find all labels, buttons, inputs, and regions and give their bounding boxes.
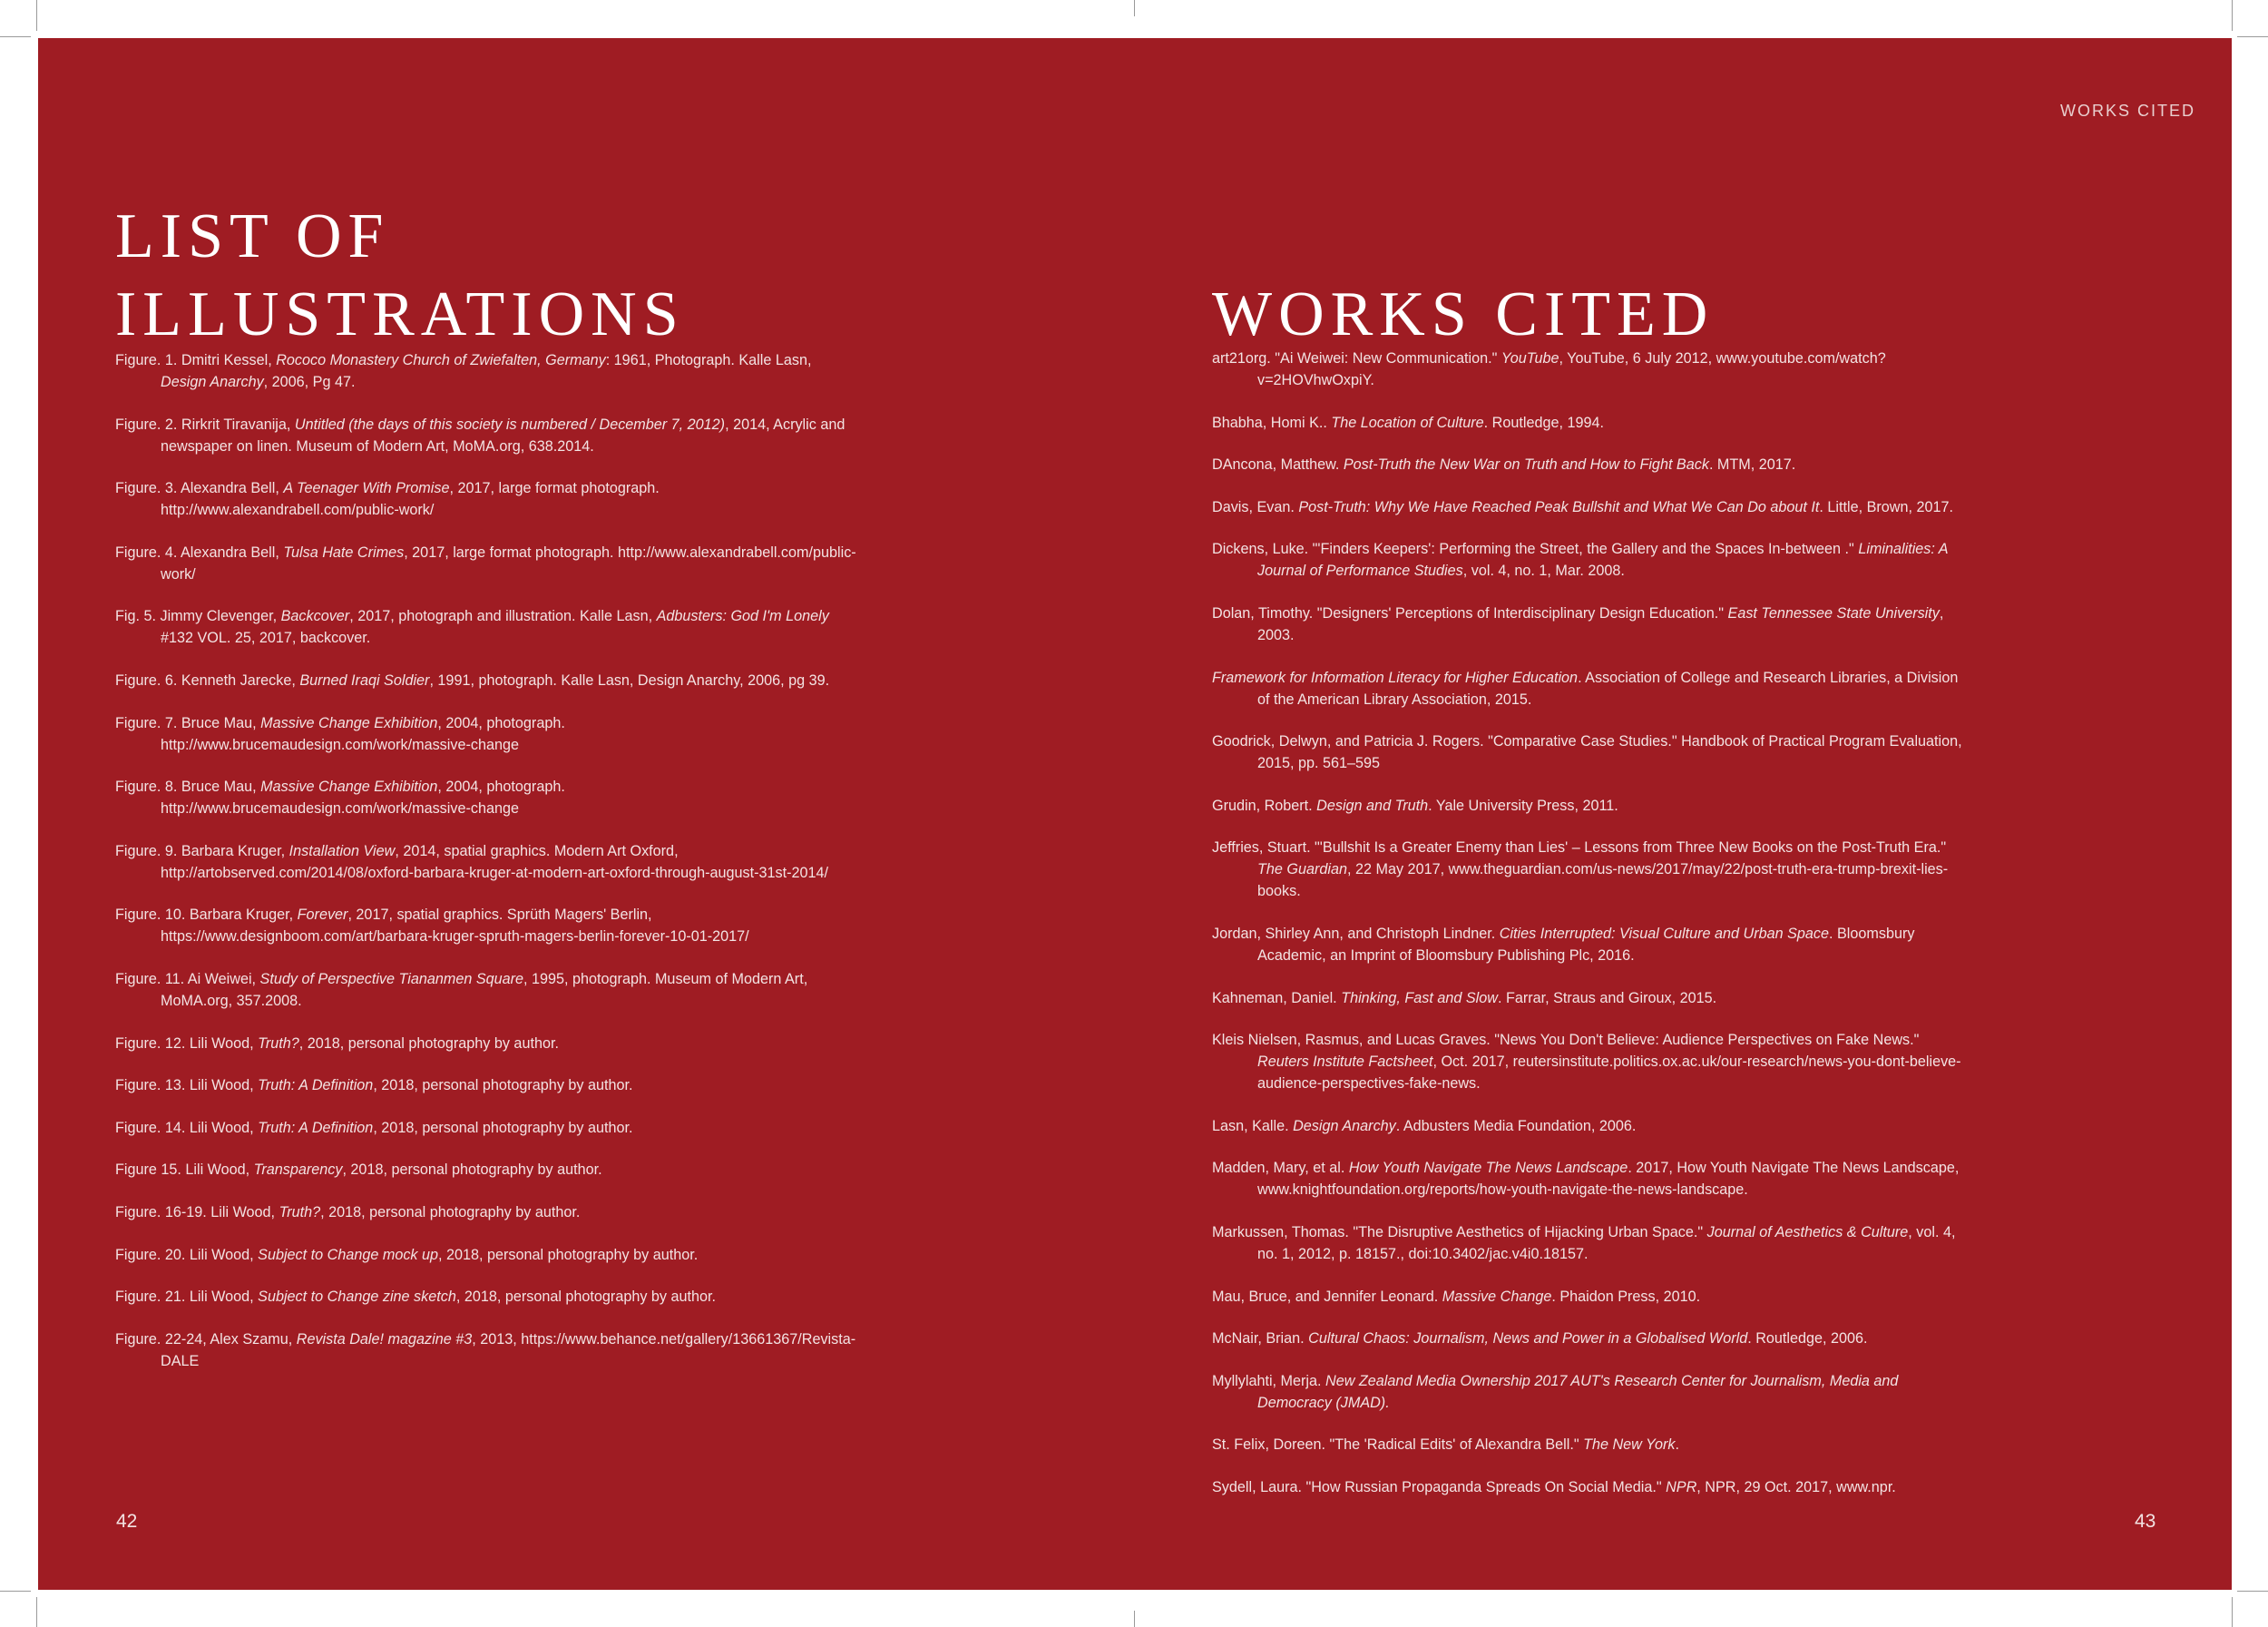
entry-text: Davis, Evan. [1212,498,1299,515]
entry-text: , 2014, spatial graphics. Modern Art Oxford, http://artobserved.com/2014/08/oxford-barbara-kruger-at-modern-art-oxford-through-august-31st-2014/ [161,842,829,881]
entry-text: , Oct. 2017, reutersinstitute.politics.ox.ac.uk/our-research/news-you-dont-believe-audience-perspectives-fake-news. [1257,1054,1961,1093]
reference-entry [115,1033,857,1054]
crop-mark [36,1597,37,1627]
reference-entry [1212,1476,1965,1498]
entry-text: Sydell, Laura. "How Russian Propaganda Spreads On Social Media." [1212,1478,1667,1495]
running-head: WORKS CITED [2059,102,2195,120]
entry-title-italic: New Zealand Media Ownership 2017 AUT's Research Center for Journalism, Media and Democracy (JMAD). [1257,1372,1899,1411]
entry-title-italic: Post-Truth the New War on Truth and How to Fight Back [1343,456,1709,474]
entry-title-italic: Design Anarchy [1293,1117,1396,1134]
entry-text: , vol. 4, no. 1, 2012, p. 18157., doi:10.3402/jac.v4i0.18157. [1257,1223,1956,1262]
entry-text: , 2017, spatial graphics. Sprüth Magers' Berlin, https://www.designboom.com/art/barbara-kruger-spruth-magers-berlin-forever-10-01-2017/ [161,907,749,946]
entry-text: Dickens, Luke. "'Finders Keepers': Performing the Street, the Gallery and the Spaces In-between ." [1212,541,1859,558]
crop-mark [0,1591,31,1592]
entry-text: #132 VOL. 25, 2017, backcover. [161,630,371,647]
book-spread [38,38,2232,1590]
entry-title-italic: How Youth Navigate The News Landscape [1348,1160,1628,1177]
entry-text: , YouTube, 6 July 2012, www.youtube.com/watch?v=2HOVhwOxpiY. [1257,350,1886,388]
entry-text: , 2018, personal photography by author. [320,1203,581,1220]
entry-text: McNair, Brian. [1212,1330,1309,1348]
entry-text: Goodrick, Delwyn, and Patricia J. Rogers. "Comparative Case Studies." Handbook of Practical Program Evaluation, 2015, pp. 561–595 [1212,733,1962,772]
reference-entry [115,349,857,393]
reference-entry [115,477,857,521]
entry-text: , vol. 4, no. 1, Mar. 2008. [1462,563,1625,580]
entry-text: Jeffries, Stuart. "'Bullshit Is a Greater Enemy than Lies' – Lessons from Three New Books on the Post-Truth Era." [1212,839,1947,857]
reference-entry [1212,1029,1965,1094]
entry-title-italic: Massive Change Exhibition [260,714,438,731]
entry-text: Lasn, Kalle. [1212,1117,1294,1134]
entry-text: Figure. 2. Rirkrit Tiravanija, [115,416,295,433]
entry-text: . [1675,1436,1679,1454]
entry-title-italic: Post-Truth: Why We Have Reached Peak Bullshit and What We Can Do about It [1298,498,1820,515]
entry-text: Fig. 5. Jimmy Clevenger, [115,608,281,625]
entry-title-italic: Truth? [258,1034,299,1052]
entry-title-italic: Cultural Chaos: Journalism, News and Power in a Globalised World [1308,1330,1748,1348]
entry-text: . Adbusters Media Foundation, 2006. [1395,1117,1637,1134]
entry-text: DAncona, Matthew. [1212,456,1344,474]
entry-text: Figure. 7. Bruce Mau, [115,714,261,731]
entry-text: , 2018, personal photography by author. [438,1246,699,1263]
reference-entry [115,542,857,585]
works-cited-title: WORKS CITED [1212,279,1715,349]
entry-title-italic: Forever [297,907,348,924]
crop-mark [1134,0,1135,16]
entry-title-italic: Cities Interrupted: Visual Culture and Urban Space [1499,925,1829,942]
works-cited-list [1212,348,1965,1518]
entry-title-italic: Massive Change Exhibition [260,779,438,796]
entry-text: Dolan, Timothy. "Designers' Perceptions of Interdisciplinary Design Education." [1212,604,1728,622]
crop-mark [2237,36,2268,37]
entry-text: Mau, Bruce, and Jennifer Leonard. [1212,1288,1442,1305]
reference-entry [1212,1286,1965,1308]
entry-text: Figure. 21. Lili Wood, [115,1289,259,1306]
entry-text: : 1961, Photograph. Kalle Lasn, [605,352,812,368]
entry-text: . Routledge, 2006. [1747,1330,1868,1348]
entry-text: Figure. 8. Bruce Mau, [115,779,261,796]
entry-text: St. Felix, Doreen. "The 'Radical Edits' of Alexandra Bell." [1212,1436,1584,1454]
entry-text: Figure. 1. Dmitri Kessel, [115,352,277,368]
entry-title-italic: The Guardian [1257,861,1347,878]
entry-text: . Association of College and Research Libraries, a Division of the American Library Association, 2015. [1257,669,1959,708]
reference-entry [1212,496,1965,518]
crop-mark [0,36,31,37]
reference-entry [115,1328,857,1372]
entry-text: Markussen, Thomas. "The Disruptive Aesthetics of Hijacking Urban Space." [1212,1223,1707,1240]
entry-title-italic: Installation View [288,842,396,859]
reference-entry [115,840,857,884]
reference-entry [115,1159,857,1181]
page-number: 43 [2135,1511,2156,1532]
entry-title-italic: Transparency [253,1161,343,1179]
reference-entry [1212,795,1965,817]
entry-title-italic: Adbusters: God I'm Lonely [656,608,829,625]
reference-entry [1212,1221,1965,1265]
entry-text: Jordan, Shirley Ann, and Christoph Lindner. [1212,925,1500,942]
entry-text: , 2018, personal photography by author. [373,1077,633,1094]
reference-entry [115,670,857,691]
page-number: 42 [116,1511,138,1532]
reference-entry [115,605,857,649]
entry-text: , 1991, photograph. Kalle Lasn, Design Anarchy, 2006, pg 39. [429,671,830,689]
reference-entry [115,1074,857,1096]
entry-text: Madden, Mary, et al. [1212,1160,1349,1177]
entry-title-italic: Journal of Aesthetics & Culture [1706,1223,1909,1240]
reference-entry [115,1244,857,1266]
entry-title-italic: Backcover [280,608,350,625]
entry-text: Figure. 11. Ai Weiwei, [115,970,260,987]
reference-entry [1212,454,1965,475]
entry-text: , 2017, large format photograph. http://www.alexandrabell.com/public-work/ [161,480,660,519]
entry-text: Figure. 10. Barbara Kruger, [115,907,298,924]
entry-text: . Farrar, Straus and Giroux, 2015. [1497,989,1717,1006]
crop-mark [36,0,37,31]
entry-text: Figure. 20. Lili Wood, [115,1246,259,1263]
list-of-illustrations-title [115,198,841,354]
entry-title-italic: Tulsa Hate Crimes [283,544,405,561]
entry-text: . Little, Brown, 2017. [1819,498,1953,515]
entry-text: Figure. 16-19. Lili Wood, [115,1203,279,1220]
crop-mark [2237,1591,2268,1592]
reference-entry [1212,923,1965,966]
entry-text: , 2017, photograph and illustration. Kalle Lasn, [349,608,657,625]
entry-title-italic: Liminalities: A Journal of Performance Studies [1257,541,1948,580]
entry-title-italic: Truth? [279,1203,321,1220]
entry-text: , 1995, photograph. Museum of Modern Art, MoMA.org, 357.2008. [161,970,808,1009]
entry-title-italic: YouTube [1501,350,1559,367]
entry-text: Figure. 6. Kenneth Jarecke, [115,671,300,689]
entry-title-italic: Revista Dale! magazine #3 [296,1330,473,1348]
reference-entry [1212,1328,1965,1349]
entry-title-italic: Reuters Institute Factsheet [1257,1054,1433,1071]
reference-entry [115,968,857,1012]
crop-mark [1134,1611,1135,1627]
reference-entry [1212,1115,1965,1137]
reference-entry [1212,1434,1965,1455]
entry-text: , 2018, personal photography by author. [455,1289,717,1306]
entry-title-italic: Untitled (the days of this society is numbered / December 7, 2012) [294,416,726,433]
entry-title-italic: NPR [1666,1478,1697,1495]
entry-text: Figure. 13. Lili Wood, [115,1077,259,1094]
entry-title-italic: Subject to Change zine sketch [258,1289,456,1306]
crop-mark [2232,1597,2233,1627]
entry-title-italic: Truth: A Definition [258,1119,374,1136]
entry-text: , 2003. [1257,604,1944,643]
entry-text: . MTM, 2017. [1708,456,1796,474]
title-line: LIST OF [115,201,390,271]
entry-text: Figure. 9. Barbara Kruger, [115,842,289,859]
entry-text: Figure 15. Lili Wood, [115,1161,254,1179]
entry-text: Bhabha, Homi K.. [1212,414,1332,431]
entry-title-italic: Framework for Information Literacy for Higher Education [1212,669,1579,686]
reference-entry [1212,538,1965,582]
reference-entry [1212,412,1965,434]
entry-text: Myllylahti, Merja. [1212,1372,1326,1389]
entry-text: Figure. 12. Lili Wood, [115,1034,259,1052]
title-line: ILLUSTRATIONS [115,279,685,349]
reference-entry [1212,667,1965,711]
entry-text: , 2018, personal photography by author. [298,1034,559,1052]
entry-text: , 2018, personal photography by author. [342,1161,602,1179]
entry-title-italic: Truth: A Definition [258,1077,374,1094]
crop-mark [2232,0,2233,31]
entry-text: Figure. 3. Alexandra Bell, [115,480,284,497]
reference-entry [115,1286,857,1308]
entry-text: . Yale University Press, 2011. [1428,797,1618,814]
reference-entry [115,904,857,947]
entry-title-italic: Design and Truth [1316,797,1429,814]
entry-title-italic: Subject to Change mock up [258,1246,439,1263]
entry-title-italic: Study of Perspective Tiananmen Square [259,970,524,987]
reference-entry [1212,348,1965,391]
reference-entry [115,1117,857,1139]
entry-text: art21org. "Ai Weiwei: New Communication." [1212,350,1501,367]
entry-text: . Bloomsbury Academic, an Imprint of Bloomsbury Publishing Plc, 2016. [1257,925,1915,964]
entry-text: , 2004, photograph. http://www.brucemaudesign.com/work/massive-change [161,714,565,753]
entry-text: , 2006, Pg 47. [263,374,356,390]
entry-text: , 2013, https://www.behance.net/gallery/13661367/Revista-DALE [161,1330,856,1369]
entry-title-italic: Rococo Monastery Church of Zwiefalten, Germany [276,352,606,368]
entry-title-italic: Thinking, Fast and Slow [1341,989,1498,1006]
entry-title-italic: The Location of Culture [1331,414,1484,431]
reference-entry [115,1201,857,1223]
entry-text: Figure. 4. Alexandra Bell, [115,544,284,561]
entry-title-italic: Design Anarchy [161,374,264,390]
reference-entry [115,776,857,819]
entry-text: , NPR, 29 Oct. 2017, www.npr. [1696,1478,1896,1495]
entry-text: , 22 May 2017, www.theguardian.com/us-news/2017/may/22/post-truth-era-trump-brexit-lies-books. [1257,861,1949,900]
reference-entry [1212,837,1965,902]
entry-text: . Routledge, 1994. [1483,414,1604,431]
reference-entry [1212,1157,1965,1201]
reference-entry [115,414,857,457]
entry-text: , 2004, photograph. http://www.brucemaudesign.com/work/massive-change [161,779,565,818]
entry-text: Kleis Nielsen, Rasmus, and Lucas Graves. "News You Don't Believe: Audience Perspectives on Fake News." [1212,1032,1920,1049]
entry-text: Grudin, Robert. [1212,797,1317,814]
entry-title-italic: A Teenager With Promise [283,480,450,497]
entry-text: . 2017, How Youth Navigate The News Landscape, www.knightfoundation.org/reports/how-youth-navigate-the-news-landscape. [1257,1160,1960,1199]
entry-text: . Phaidon Press, 2010. [1551,1288,1701,1305]
entry-title-italic: The New York [1583,1436,1676,1454]
reference-entry [1212,987,1965,1009]
entry-text: , 2014, Acrylic and newspaper on linen. Museum of Modern Art, MoMA.org, 638.2014. [161,416,846,455]
reference-entry [1212,1370,1965,1414]
entry-title-italic: Burned Iraqi Soldier [299,671,430,689]
reference-entry [115,712,857,756]
entry-text: Figure. 22-24, Alex Szamu, [115,1330,297,1348]
entry-text: , 2018, personal photography by author. [373,1119,633,1136]
entry-text: Figure. 14. Lili Wood, [115,1119,259,1136]
reference-entry [1212,730,1965,774]
entry-title-italic: East Tennessee State University [1727,604,1940,622]
entry-text: , 2017, large format photograph. http://www.alexandrabell.com/public-work/ [161,544,856,583]
reference-entry [1212,603,1965,646]
illustrations-list [115,349,857,1392]
entry-title-italic: Massive Change [1442,1288,1552,1305]
entry-text: Kahneman, Daniel. [1212,989,1342,1006]
